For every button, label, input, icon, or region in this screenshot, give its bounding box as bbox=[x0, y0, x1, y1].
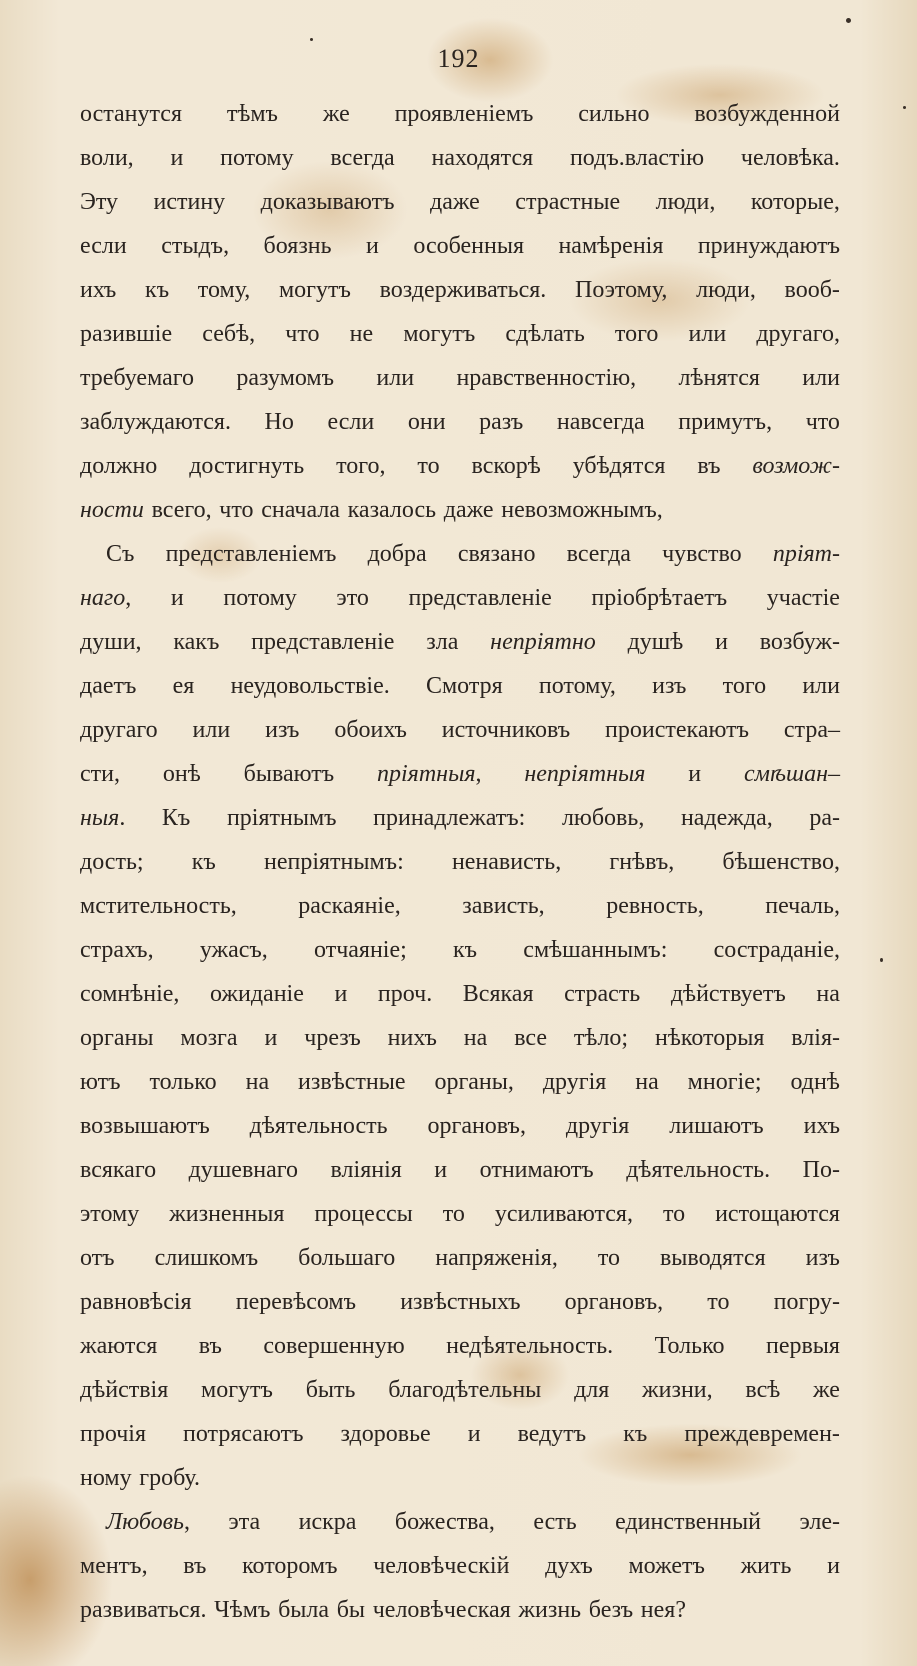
word: нравственностію, bbox=[456, 365, 637, 391]
word: люди, bbox=[696, 277, 756, 303]
word: однѣ bbox=[790, 1069, 840, 1095]
word: принуждаютъ bbox=[697, 233, 840, 259]
text-line bbox=[80, 1544, 840, 1588]
word: для bbox=[574, 1377, 610, 1403]
word: сомнѣніе, bbox=[80, 981, 180, 1007]
word: непріятныя bbox=[524, 761, 646, 787]
word: извѣстныхъ bbox=[400, 1289, 521, 1315]
word: Къ bbox=[161, 805, 191, 831]
word: изъ bbox=[652, 673, 687, 699]
word: въ bbox=[697, 453, 721, 479]
text-line bbox=[80, 1500, 840, 1544]
word: и bbox=[170, 145, 184, 171]
word: Всякая bbox=[462, 981, 534, 1007]
word: бы bbox=[336, 1597, 366, 1623]
word: вскорѣ bbox=[471, 453, 541, 479]
word: убѣдятся bbox=[572, 453, 666, 479]
text-line bbox=[80, 708, 840, 752]
word: того bbox=[722, 673, 767, 699]
word: состраданіе, bbox=[713, 937, 840, 963]
word: только bbox=[149, 1069, 217, 1095]
word: жаются bbox=[80, 1333, 158, 1359]
word: на bbox=[635, 1069, 659, 1095]
word: напряженія, bbox=[435, 1245, 558, 1271]
text-line bbox=[80, 1016, 840, 1060]
word: гробу. bbox=[139, 1465, 200, 1491]
word: пріобрѣтаетъ bbox=[591, 585, 728, 611]
text-line bbox=[80, 752, 840, 796]
word: не bbox=[349, 321, 374, 347]
text-line bbox=[80, 136, 840, 180]
text-line bbox=[80, 1104, 840, 1148]
word: принадлежатъ: bbox=[373, 805, 526, 831]
text-line bbox=[80, 796, 840, 840]
word: единственный bbox=[615, 1509, 761, 1535]
word: и bbox=[467, 1421, 481, 1447]
ink-speck bbox=[903, 106, 906, 109]
word: представленіе bbox=[408, 585, 552, 611]
word: изъ bbox=[265, 717, 300, 743]
text-line bbox=[80, 1588, 840, 1632]
word: перевѣсомъ bbox=[235, 1289, 357, 1315]
word: или bbox=[802, 673, 840, 699]
text-line bbox=[80, 1456, 840, 1500]
word: сти, bbox=[80, 761, 120, 787]
word: Съ bbox=[106, 541, 135, 567]
word: возвышаютъ bbox=[80, 1113, 210, 1139]
word: даетъ bbox=[80, 673, 137, 699]
word: подъ.властію bbox=[569, 145, 705, 171]
word: жить bbox=[740, 1553, 792, 1579]
ink-speck bbox=[310, 38, 313, 41]
word: дѣятельность. bbox=[626, 1157, 771, 1183]
word: есть bbox=[533, 1509, 577, 1535]
word: въ bbox=[198, 1333, 222, 1359]
word: отъ bbox=[80, 1245, 115, 1271]
word: ра- bbox=[809, 805, 840, 831]
word: можетъ bbox=[628, 1553, 705, 1579]
word: другаго, bbox=[756, 321, 840, 347]
word: зависть, bbox=[462, 893, 545, 919]
text-line bbox=[80, 1148, 840, 1192]
word: здоровье bbox=[340, 1421, 431, 1447]
word: всякаго bbox=[80, 1157, 157, 1183]
word: то bbox=[442, 1201, 465, 1227]
word: и bbox=[688, 761, 702, 787]
word: чувство bbox=[662, 541, 742, 567]
word: ихъ bbox=[803, 1113, 840, 1139]
word: прочія bbox=[80, 1421, 146, 1447]
word: же bbox=[813, 1377, 840, 1403]
text-line bbox=[80, 400, 840, 444]
word: же bbox=[322, 101, 350, 127]
word: нихъ bbox=[387, 1025, 437, 1051]
word: выводятся bbox=[659, 1245, 766, 1271]
word: потрясаютъ bbox=[183, 1421, 304, 1447]
word: что bbox=[805, 409, 840, 435]
text-line bbox=[80, 1368, 840, 1412]
word: всегда bbox=[566, 541, 631, 567]
word: мозга bbox=[180, 1025, 238, 1051]
word: пріятнымъ bbox=[226, 805, 337, 831]
word: примутъ, bbox=[678, 409, 773, 435]
word: жизнь bbox=[518, 1597, 582, 1623]
word: доказываютъ bbox=[260, 189, 395, 215]
text-line bbox=[80, 840, 840, 884]
ink-speck bbox=[846, 18, 851, 23]
word: участіе bbox=[766, 585, 840, 611]
word: представленіе bbox=[251, 629, 395, 655]
word: воздерживаться. bbox=[379, 277, 547, 303]
word: органы, bbox=[434, 1069, 514, 1095]
word: другія bbox=[542, 1069, 607, 1095]
word: непріятно bbox=[490, 629, 596, 655]
word: того, bbox=[336, 453, 386, 479]
word: эле- bbox=[799, 1509, 840, 1535]
word: или bbox=[802, 365, 840, 391]
word: къ bbox=[453, 937, 478, 963]
word: представленіемъ bbox=[165, 541, 337, 567]
body-text bbox=[80, 92, 840, 1632]
word: страстные bbox=[515, 189, 621, 215]
word: если bbox=[80, 233, 127, 259]
word: разъ bbox=[479, 409, 524, 435]
word: могутъ bbox=[403, 321, 476, 347]
word: ютъ bbox=[80, 1069, 121, 1095]
word: другаго bbox=[80, 717, 158, 743]
word: вліянія bbox=[330, 1157, 402, 1183]
word: всего, bbox=[151, 497, 212, 523]
word: въ bbox=[183, 1553, 207, 1579]
text-line bbox=[80, 224, 840, 268]
word: всѣ bbox=[745, 1377, 781, 1403]
word: Чѣмъ bbox=[214, 1597, 271, 1623]
word: стра– bbox=[783, 717, 840, 743]
word: бываютъ bbox=[243, 761, 335, 787]
word: человѣка. bbox=[740, 145, 840, 171]
word: нѣкоторыя bbox=[655, 1025, 765, 1051]
word: останутся bbox=[80, 101, 182, 127]
text-line bbox=[80, 928, 840, 972]
word: обоихъ bbox=[334, 717, 407, 743]
word: пріятныя, bbox=[377, 761, 482, 787]
word: и bbox=[334, 981, 348, 1007]
word: гнѣвъ, bbox=[609, 849, 675, 875]
word: органы bbox=[80, 1025, 154, 1051]
word: усиливаются, bbox=[494, 1201, 633, 1227]
word: погру- bbox=[773, 1289, 840, 1315]
word: большаго bbox=[298, 1245, 396, 1271]
word: души, bbox=[80, 629, 142, 655]
text-line bbox=[80, 1324, 840, 1368]
word: потому bbox=[223, 585, 297, 611]
word: всегда bbox=[330, 145, 395, 171]
word: ведутъ bbox=[517, 1421, 587, 1447]
word: первыя bbox=[765, 1333, 840, 1359]
word: дѣйствія bbox=[80, 1377, 169, 1403]
word: зла bbox=[426, 629, 459, 655]
word: если bbox=[327, 409, 375, 435]
word: божества, bbox=[394, 1509, 495, 1535]
word: то bbox=[597, 1245, 620, 1271]
word: проч. bbox=[377, 981, 433, 1007]
word: совершенную bbox=[263, 1333, 405, 1359]
word: ности bbox=[80, 497, 144, 523]
word: лишаютъ bbox=[669, 1113, 764, 1139]
word: вооб- bbox=[784, 277, 840, 303]
word: какъ bbox=[173, 629, 220, 655]
word: это bbox=[336, 585, 369, 611]
word: или bbox=[376, 365, 415, 391]
word: ментъ, bbox=[80, 1553, 148, 1579]
word: ревность, bbox=[606, 893, 704, 919]
word: Только bbox=[654, 1333, 725, 1359]
word: къ bbox=[145, 277, 170, 303]
word: смѣшаннымъ: bbox=[523, 937, 668, 963]
word: что bbox=[285, 321, 320, 347]
word: человѣческая bbox=[372, 1597, 511, 1623]
word: слишкомъ bbox=[154, 1245, 259, 1271]
text-line bbox=[80, 444, 840, 488]
word: или bbox=[192, 717, 231, 743]
word: себѣ, bbox=[202, 321, 256, 347]
word: духъ bbox=[545, 1553, 593, 1579]
word: намѣренія bbox=[558, 233, 664, 259]
word: и bbox=[264, 1025, 278, 1051]
word: даже bbox=[430, 189, 480, 215]
word: стыдъ, bbox=[161, 233, 230, 259]
word: что bbox=[219, 497, 254, 523]
text-line bbox=[80, 972, 840, 1016]
word: могутъ bbox=[201, 1377, 273, 1403]
word: заблуждаются. bbox=[80, 409, 231, 435]
word: того bbox=[614, 321, 659, 347]
text-line bbox=[80, 620, 840, 664]
word: Поэтому, bbox=[574, 277, 668, 303]
word: могутъ bbox=[278, 277, 351, 303]
word: къ bbox=[191, 849, 216, 875]
word: жизненныя bbox=[169, 1201, 285, 1227]
text-line bbox=[80, 884, 840, 928]
word: мстительность, bbox=[80, 893, 237, 919]
word: которые, bbox=[750, 189, 840, 215]
word: потому bbox=[220, 145, 294, 171]
word: или bbox=[688, 321, 727, 347]
word: страсть bbox=[564, 981, 641, 1007]
word: боязнь bbox=[263, 233, 332, 259]
word: лѣнятся bbox=[678, 365, 760, 391]
word: ихъ bbox=[80, 277, 117, 303]
word: и bbox=[715, 629, 728, 655]
word: люди, bbox=[655, 189, 716, 215]
word: Смотря bbox=[425, 673, 503, 699]
word: благодѣтельны bbox=[388, 1377, 542, 1403]
word: они bbox=[407, 409, 446, 435]
word: быть bbox=[305, 1377, 356, 1403]
word: связано bbox=[457, 541, 536, 567]
word: на bbox=[245, 1069, 270, 1095]
word: жизни, bbox=[642, 1377, 713, 1403]
text-line bbox=[80, 488, 840, 532]
word: невозможнымъ, bbox=[501, 497, 663, 523]
word: этому bbox=[80, 1201, 140, 1227]
word: преждевремен- bbox=[684, 1421, 840, 1447]
word: достигнуть bbox=[189, 453, 305, 479]
word: навсегда bbox=[556, 409, 645, 435]
word: сильно bbox=[578, 101, 650, 127]
word: ея bbox=[172, 673, 195, 699]
word: тѣмъ bbox=[226, 101, 278, 127]
word: любовь, bbox=[561, 805, 645, 831]
word: и bbox=[827, 1553, 840, 1579]
word: органовъ, bbox=[427, 1113, 526, 1139]
word: истощаются bbox=[715, 1201, 840, 1227]
word: По- bbox=[802, 1157, 840, 1183]
text-line bbox=[80, 1280, 840, 1324]
word: которомъ bbox=[242, 1553, 338, 1579]
text-line bbox=[80, 532, 840, 576]
word: душевнаго bbox=[188, 1157, 299, 1183]
word: искра bbox=[298, 1509, 357, 1535]
word: требуемаго bbox=[80, 365, 194, 391]
word: неудовольствіе. bbox=[230, 673, 390, 699]
word: влія- bbox=[791, 1025, 840, 1051]
text-line bbox=[80, 312, 840, 356]
word: дѣятельность bbox=[249, 1113, 388, 1139]
text-line bbox=[80, 1236, 840, 1280]
word: процессы bbox=[314, 1201, 413, 1227]
word: возмож- bbox=[752, 453, 840, 479]
word: и bbox=[434, 1157, 448, 1183]
word: другія bbox=[565, 1113, 630, 1139]
word: истину bbox=[153, 189, 226, 215]
word: тому, bbox=[197, 277, 251, 303]
word: органовъ, bbox=[564, 1289, 664, 1315]
word: и bbox=[366, 233, 379, 259]
word: смѣшан– bbox=[743, 761, 840, 787]
word: многіе; bbox=[687, 1069, 762, 1095]
word: должно bbox=[80, 453, 158, 479]
word: сдѣлать bbox=[505, 321, 585, 347]
word: проистекаютъ bbox=[605, 717, 749, 743]
word: воли, bbox=[80, 145, 134, 171]
word: развиваться. bbox=[80, 1597, 207, 1623]
word: добра bbox=[367, 541, 427, 567]
word: разившіе bbox=[80, 321, 173, 347]
word: недѣятельность. bbox=[446, 1333, 614, 1359]
text-line bbox=[80, 92, 840, 136]
word: наго, bbox=[80, 585, 132, 611]
word: ожиданіе bbox=[210, 981, 304, 1007]
word: потому, bbox=[538, 673, 616, 699]
word: и bbox=[170, 585, 184, 611]
word: возбужденной bbox=[694, 101, 840, 127]
word: тѣло; bbox=[573, 1025, 629, 1051]
word: находятся bbox=[431, 145, 534, 171]
word: Но bbox=[264, 409, 294, 435]
word: даже bbox=[443, 497, 494, 523]
word: отчаяніе; bbox=[314, 937, 407, 963]
word: возбуж- bbox=[759, 629, 840, 655]
text-line bbox=[80, 268, 840, 312]
word: ныя. bbox=[80, 805, 126, 831]
word: отнимаютъ bbox=[479, 1157, 594, 1183]
word: страхъ, bbox=[80, 937, 154, 963]
word: чрезъ bbox=[304, 1025, 361, 1051]
text-line bbox=[80, 1192, 840, 1236]
text-line bbox=[80, 1412, 840, 1456]
ink-speck bbox=[880, 958, 883, 962]
word: нея? bbox=[640, 1597, 686, 1623]
word: человѣческій bbox=[373, 1553, 510, 1579]
word: извѣстные bbox=[298, 1069, 406, 1095]
word: раскаяніе, bbox=[298, 893, 401, 919]
text-line bbox=[80, 1060, 840, 1104]
word: то bbox=[417, 453, 440, 479]
word: пріят- bbox=[772, 541, 840, 567]
word: то bbox=[707, 1289, 730, 1315]
word: особенныя bbox=[413, 233, 524, 259]
word: Эту bbox=[80, 189, 119, 215]
word: онѣ bbox=[162, 761, 201, 787]
word: на bbox=[816, 981, 840, 1007]
word: душѣ bbox=[627, 629, 684, 655]
text-line bbox=[80, 180, 840, 224]
word: на bbox=[463, 1025, 488, 1051]
word: печаль, bbox=[765, 893, 840, 919]
word: ужасъ, bbox=[199, 937, 268, 963]
word: къ bbox=[623, 1421, 648, 1447]
text-line bbox=[80, 664, 840, 708]
word: ненависть, bbox=[451, 849, 562, 875]
word: сначала bbox=[261, 497, 340, 523]
word: равновѣсія bbox=[80, 1289, 192, 1315]
page-number: 192 bbox=[437, 44, 480, 73]
word: то bbox=[662, 1201, 686, 1227]
word: казалось bbox=[347, 497, 437, 523]
word: была bbox=[278, 1597, 330, 1623]
word: дѣйствуетъ bbox=[670, 981, 786, 1007]
word: изъ bbox=[805, 1245, 840, 1271]
word: бѣшенство, bbox=[722, 849, 840, 875]
word: ному bbox=[80, 1465, 132, 1491]
word: разумомъ bbox=[236, 365, 335, 391]
text-line bbox=[80, 356, 840, 400]
word: все bbox=[514, 1025, 547, 1051]
word: проявленіемъ bbox=[394, 101, 534, 127]
word: непріятнымъ: bbox=[263, 849, 404, 875]
word: безъ bbox=[588, 1597, 634, 1623]
word: надежда, bbox=[680, 805, 773, 831]
word: источниковъ bbox=[441, 717, 571, 743]
word: Любовь, bbox=[106, 1509, 190, 1535]
word: эта bbox=[228, 1509, 261, 1535]
word: дость; bbox=[80, 849, 144, 875]
text-line bbox=[80, 576, 840, 620]
